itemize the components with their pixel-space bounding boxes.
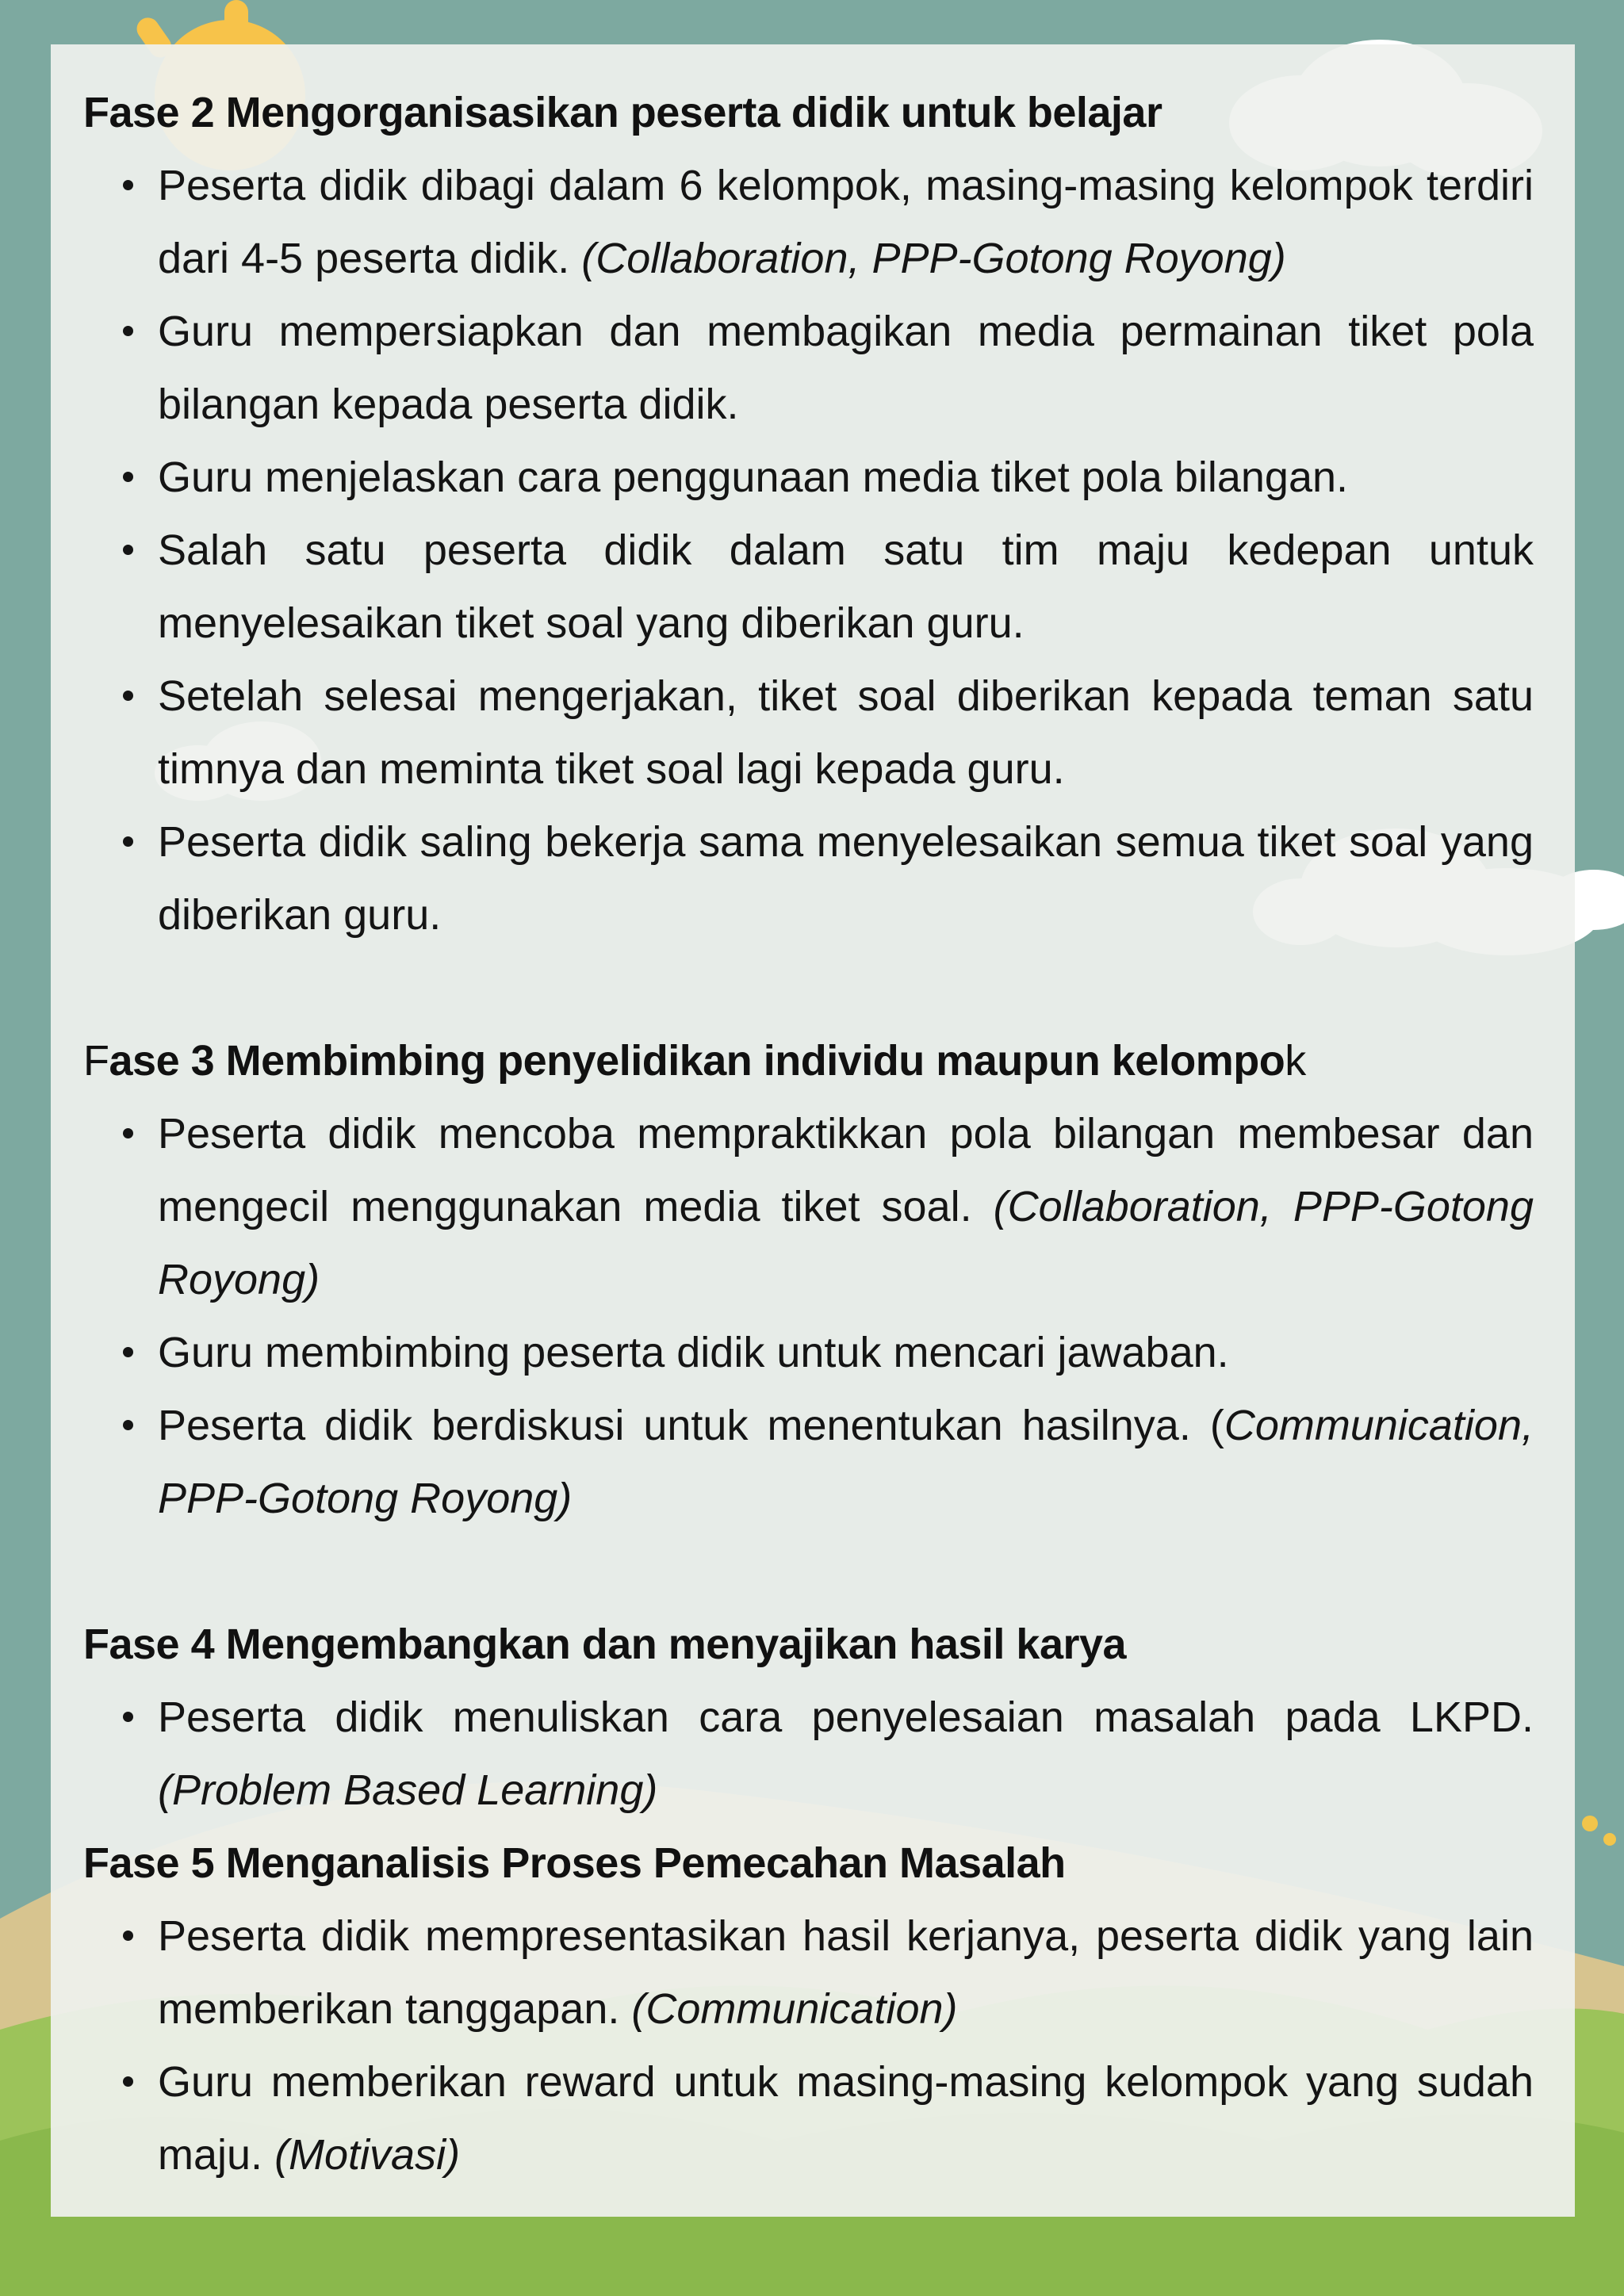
list-item: Guru memberikan reward untuk masing-masing kelompok yang sudah maju. (Motivasi) [83, 2045, 1534, 2191]
phase-3 [83, 1024, 1534, 1535]
phase-list [83, 1900, 1534, 2191]
content-panel [51, 44, 1575, 2217]
phase-4 [83, 1608, 1534, 1827]
list-item: Peserta didik saling bekerja sama menyelesaikan semua tiket soal yang diberikan guru. [83, 806, 1534, 951]
list-item: Guru mempersiapkan dan membagikan media permainan tiket pola bilangan kepada peserta didik. [83, 295, 1534, 441]
phase-list [83, 1681, 1534, 1827]
list-item: Peserta didik berdiskusi untuk menentukan hasilnya. (Communication, PPP-Gotong Royong) [83, 1389, 1534, 1535]
list-item: Peserta didik mencoba mempraktikkan pola bilangan membesar dan mengecil menggunakan media tiket soal. (Collaboration, PPP-Gotong Royong) [83, 1097, 1534, 1316]
phase-list [83, 149, 1534, 951]
list-item: Guru menjelaskan cara penggunaan media tiket pola bilangan. [83, 441, 1534, 514]
phase-title: Fase 2 Mengorganisasikan peserta didik untuk belajar [83, 89, 1162, 136]
phase-title: Fase 4 Mengembangkan dan menyajikan hasil karya [83, 1621, 1127, 1668]
list-item: Peserta didik menuliskan cara penyelesaian masalah pada LKPD. (Problem Based Learning) [83, 1681, 1534, 1827]
phase-title: Fase 3 Membimbing penyelidikan individu maupun kelompok [83, 1037, 1306, 1085]
phase-5 [83, 1827, 1534, 2191]
list-item: Setelah selesai mengerjakan, tiket soal diberikan kepada teman satu timnya dan meminta tiket soal lagi kepada guru. [83, 660, 1534, 806]
phase-title: Fase 5 Menganalisis Proses Pemecahan Masalah [83, 1839, 1066, 1887]
list-item: Salah satu peserta didik dalam satu tim maju kedepan untuk menyelesaikan tiket soal yang diberikan guru. [83, 514, 1534, 660]
list-item: Guru membimbing peserta didik untuk mencari jawaban. [83, 1316, 1534, 1389]
phase-list [83, 1097, 1534, 1535]
phase-2 [83, 76, 1534, 951]
list-item: Peserta didik dibagi dalam 6 kelompok, masing-masing kelompok terdiri dari 4-5 peserta didik. (Collaboration, PPP-Gotong Royong) [83, 149, 1534, 295]
list-item: Peserta didik mempresentasikan hasil kerjanya, peserta didik yang lain memberikan tanggapan. (Communication) [83, 1900, 1534, 2045]
